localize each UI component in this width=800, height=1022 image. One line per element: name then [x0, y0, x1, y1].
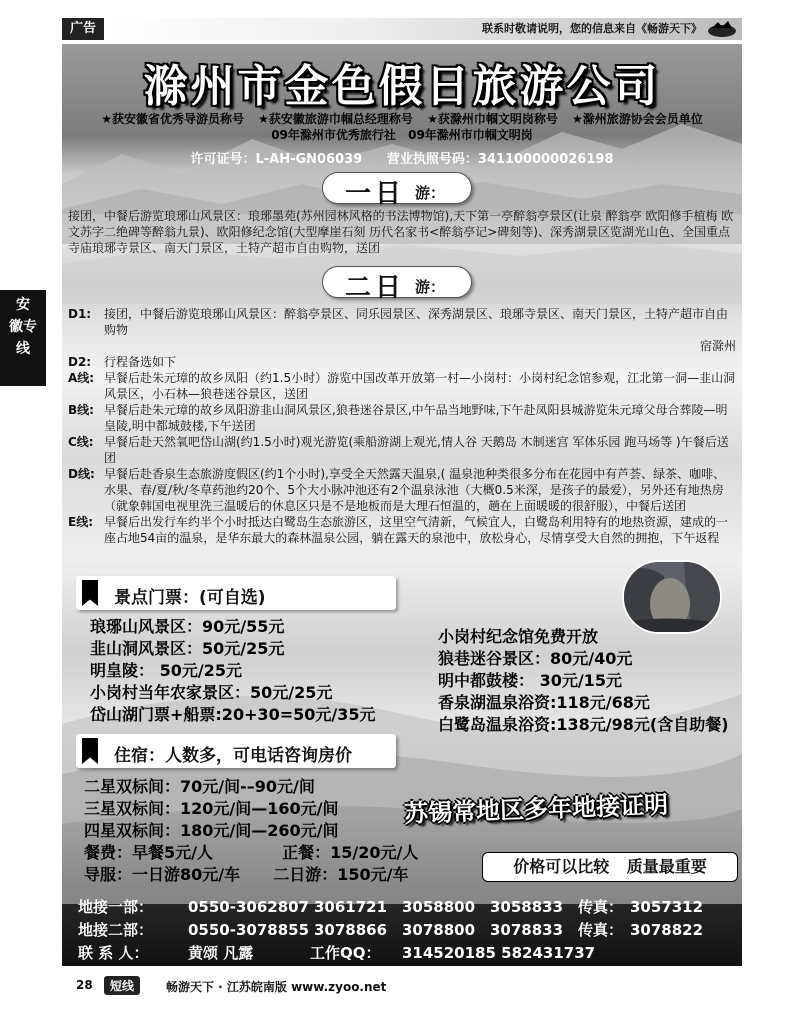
scenic-photo-image: [622, 560, 722, 634]
side-tab-line: 线: [16, 341, 30, 357]
stone-tablet-photo-icon: [624, 562, 722, 634]
route-label: D线:: [68, 467, 95, 481]
day2-heading-big: 二日: [345, 273, 406, 303]
route-text: 早餐后赴香泉生态旅游度假区(约1个小时),享受全天然露天温泉,( 温泉池种类很多分布在花园中有芦荟、绿茶、咖啡、水果、春/夏/秋/冬草药池约20个、5个大小脉冲池还有2个温泉泳池（大概0.5米深，是孩子的最爱），另外还有地热房（就象韩国电视里洗三温暖后的休息区只是不是地板而是大理石恒温的，趟在上面暖暖的很舒服），中餐后送团: [104, 467, 726, 513]
contact-block: [78, 896, 738, 965]
phone-number: 0550-3062807: [188, 898, 310, 916]
guide-price-row: [84, 864, 418, 886]
phone-number: 3061721: [314, 898, 388, 916]
ticket-price: 岱山湖门票+船票:20+30=50元/35元: [90, 705, 376, 724]
honor-item: ★获安徽旅游巾帼总经理称号: [258, 112, 413, 126]
honors-row: [62, 110, 742, 127]
honor-item: ★滁州旅游协会会员单位: [572, 112, 703, 126]
honor-item: ★获滁州巾帼文明岗称号: [427, 112, 558, 126]
route-option: [68, 466, 736, 514]
page-number: 28: [76, 978, 93, 992]
honor-item: ★获安徽省优秀导游员称号: [101, 112, 244, 126]
ticket-price: 明皇陵： 50元/25元: [90, 661, 242, 680]
ticket-price: 明中都鼓楼： 30元/15元: [438, 671, 622, 690]
itinerary-overnight: 宿滁州: [699, 339, 736, 353]
ad-label: 广告: [62, 18, 104, 40]
qq-label: 工作QQ：: [310, 944, 381, 962]
fax-number: 3078822: [630, 921, 704, 939]
tickets-heading: 景点门票：(可自选): [114, 588, 266, 608]
day1-heading-big: 一日: [345, 179, 406, 209]
day2-itinerary: [68, 306, 736, 546]
permit-number: 许可证号：L-AH-GN06039: [190, 152, 363, 167]
tickets-banner: [76, 576, 396, 610]
contact-row: [78, 942, 738, 965]
phone-number: 3078833: [490, 921, 564, 939]
route-label: B线:: [68, 403, 94, 417]
route-text: 早餐后赴天然氧吧岱山湖(约1.5小时)观光游览(乘船游湖上观光,情人谷 天鹅岛 木制迷宫 军体乐园 跑马场等 )午餐后送团: [104, 435, 729, 465]
lunch-price: 正餐：15/20元/人: [282, 843, 419, 862]
business-license-number: 营业执照号码：341100000026198: [386, 152, 614, 167]
fax-label: 传真：: [578, 898, 624, 916]
phone-number: 3078866: [314, 921, 388, 939]
promo-proof-text: 苏锡常地区多年地接证明: [403, 790, 669, 828]
route-text: 早餐后出发行车约半个小时抵达白鹭岛生态旅游区，这里空气清新，气候宜人，白鹭岛利用特有的地热资源，建成的一座占地54亩的温泉，是华东最大的森林温泉公园，躺在露天的泉池中，放松身心，尽情享受大自然的拥抱，下午返程: [104, 515, 729, 545]
room-price: 三星双标间：120元/间—160元/间: [84, 799, 339, 818]
ribbon-icon: [82, 738, 98, 764]
lodging-banner: [76, 734, 396, 768]
contact-person-label: 联 系 人：: [78, 944, 149, 962]
itinerary-text: 行程备选如下: [104, 355, 177, 369]
publication-name: 畅游天下 · 江苏皖南版 www.zyoo.net: [166, 980, 387, 994]
ticket-price: 白鹭岛温泉浴资:138元/98元(含自助餐): [438, 715, 729, 734]
two-day-guide-price: 二日游：150元/车: [273, 865, 409, 884]
ticket-price: 狼巷迷谷景区：80元/40元: [438, 649, 633, 668]
ticket-prices-left: [90, 616, 376, 726]
ribbon-icon: [82, 580, 98, 606]
route-label: C线:: [68, 435, 94, 449]
contact-row: [78, 919, 738, 942]
phone-number: 3078800: [402, 921, 476, 939]
contact-row: [78, 896, 738, 919]
ticket-price: 香泉湖温泉浴资:118元/68元: [438, 693, 650, 712]
slogan-part: 质量最重要: [626, 857, 707, 876]
room-price: 二星双标间：70元/间-–90元/间: [84, 777, 315, 796]
slogan-part: 价格可以比较: [513, 857, 610, 876]
license-info: [62, 148, 742, 167]
dept-label: 地接二部：: [78, 921, 154, 939]
travel-agency-advert: [62, 44, 742, 966]
phone-number: 3058833: [490, 898, 564, 916]
route-option: [68, 434, 736, 466]
breakfast-price: 餐费：早餐5元/人: [84, 843, 213, 862]
route-label: A线:: [68, 371, 95, 385]
itinerary-row: [68, 354, 736, 370]
itinerary-label: D2:: [68, 355, 92, 369]
day1-itinerary: 接团，中餐后游览琅琊山风景区：琅琊墨苑(苏州园林风格的书法博物馆),天下第一亭醉翁亭景区(让泉 醉翁亭 欧阳修手植梅 欧文苏字二绝碑等醉翁九景)、欧阳修纪念馆(大型摩崖石刻 历代名家书<醉翁亭记>碑刻等)、深秀湖景区览湖光山色、全国重点寺庙琅琊寺景区、南天门景区，土特产超市自由购物，送团: [68, 209, 734, 255]
lodging-heading: 住宿：人数多，可电话咨询房价: [114, 746, 352, 766]
route-option: [68, 370, 736, 402]
ticket-price: 小岗村纪念馆免费开放: [438, 627, 599, 646]
phone-number: 3058800: [402, 898, 476, 916]
ticket-prices-right: [438, 626, 729, 736]
ticket-price: 小岗村当年农家景区：50元/25元: [90, 683, 333, 702]
fax-number: 3057312: [630, 898, 704, 916]
side-tab-line: 徽专: [9, 319, 37, 335]
qq-numbers: 314520185 582431737: [402, 944, 596, 962]
room-price: 四星双标间：180元/间—260元/间: [84, 821, 339, 840]
ticket-price: 韭山洞风景区：50元/25元: [90, 639, 285, 658]
day2-heading-small: 游：: [415, 278, 446, 296]
section-side-tab: [0, 290, 46, 386]
section-tag: 短线: [104, 976, 140, 995]
honor-item: 09年滁州市优秀旅行社: [271, 128, 396, 142]
company-title: 滁州市金色假日旅游公司: [143, 61, 661, 112]
day1-heading-small: 游：: [415, 184, 446, 202]
magazine-logo-icon: [706, 20, 738, 38]
honor-item: 09年滁州市巾帼文明岗: [408, 128, 533, 142]
route-label: E线:: [68, 515, 93, 529]
itinerary-row: [68, 306, 736, 338]
side-tab-line: 安: [16, 297, 30, 313]
route-option: [68, 514, 736, 546]
source-tagline: 联系时敬请说明，您的信息来自《畅游天下》: [106, 18, 742, 40]
fax-label: 传真：: [578, 921, 624, 939]
meal-price-row: [84, 842, 418, 864]
route-option: [68, 402, 736, 434]
ticket-price: 琅琊山风景区：90元/55元: [90, 617, 285, 636]
dept-label: 地接一部：: [78, 898, 154, 916]
promo-slogan: [482, 852, 738, 882]
day2-heading: [322, 266, 472, 303]
top-strip: [62, 18, 742, 44]
itinerary-text: 接团，中餐后游览琅琊山风景区：醉翁亭景区、同乐园景区、深秀湖景区、琅琊寺景区、南天门景区，土特产超市自由购物: [104, 307, 729, 337]
route-text: 早餐后赴朱元璋的故乡凤阳游韭山洞风景区,狼巷迷谷景区,中午品当地野味,下午赴凤阳县城游览朱元璋父母合葬陵—明皇陵,明中都城鼓楼,下午送团: [104, 403, 728, 433]
itinerary-label: D1:: [68, 307, 92, 321]
one-day-guide-price: 导服：一日游80元/车: [84, 865, 241, 884]
route-text: 早餐后赴朱元璋的故乡凤阳（约1.5小时）游览中国改革开放第一村—小岗村：小岗村纪念馆参观，江北第一洞—韭山洞风景区，小石林—狼巷迷谷景区，送团: [104, 371, 736, 401]
phone-number: 0550-3078855: [188, 921, 310, 939]
honors-row: [62, 126, 742, 143]
day1-heading: [322, 172, 472, 209]
lodging-prices: [84, 776, 418, 886]
contact-person-names: 黄颂 凡露: [188, 944, 254, 962]
page-footer: [76, 976, 756, 996]
